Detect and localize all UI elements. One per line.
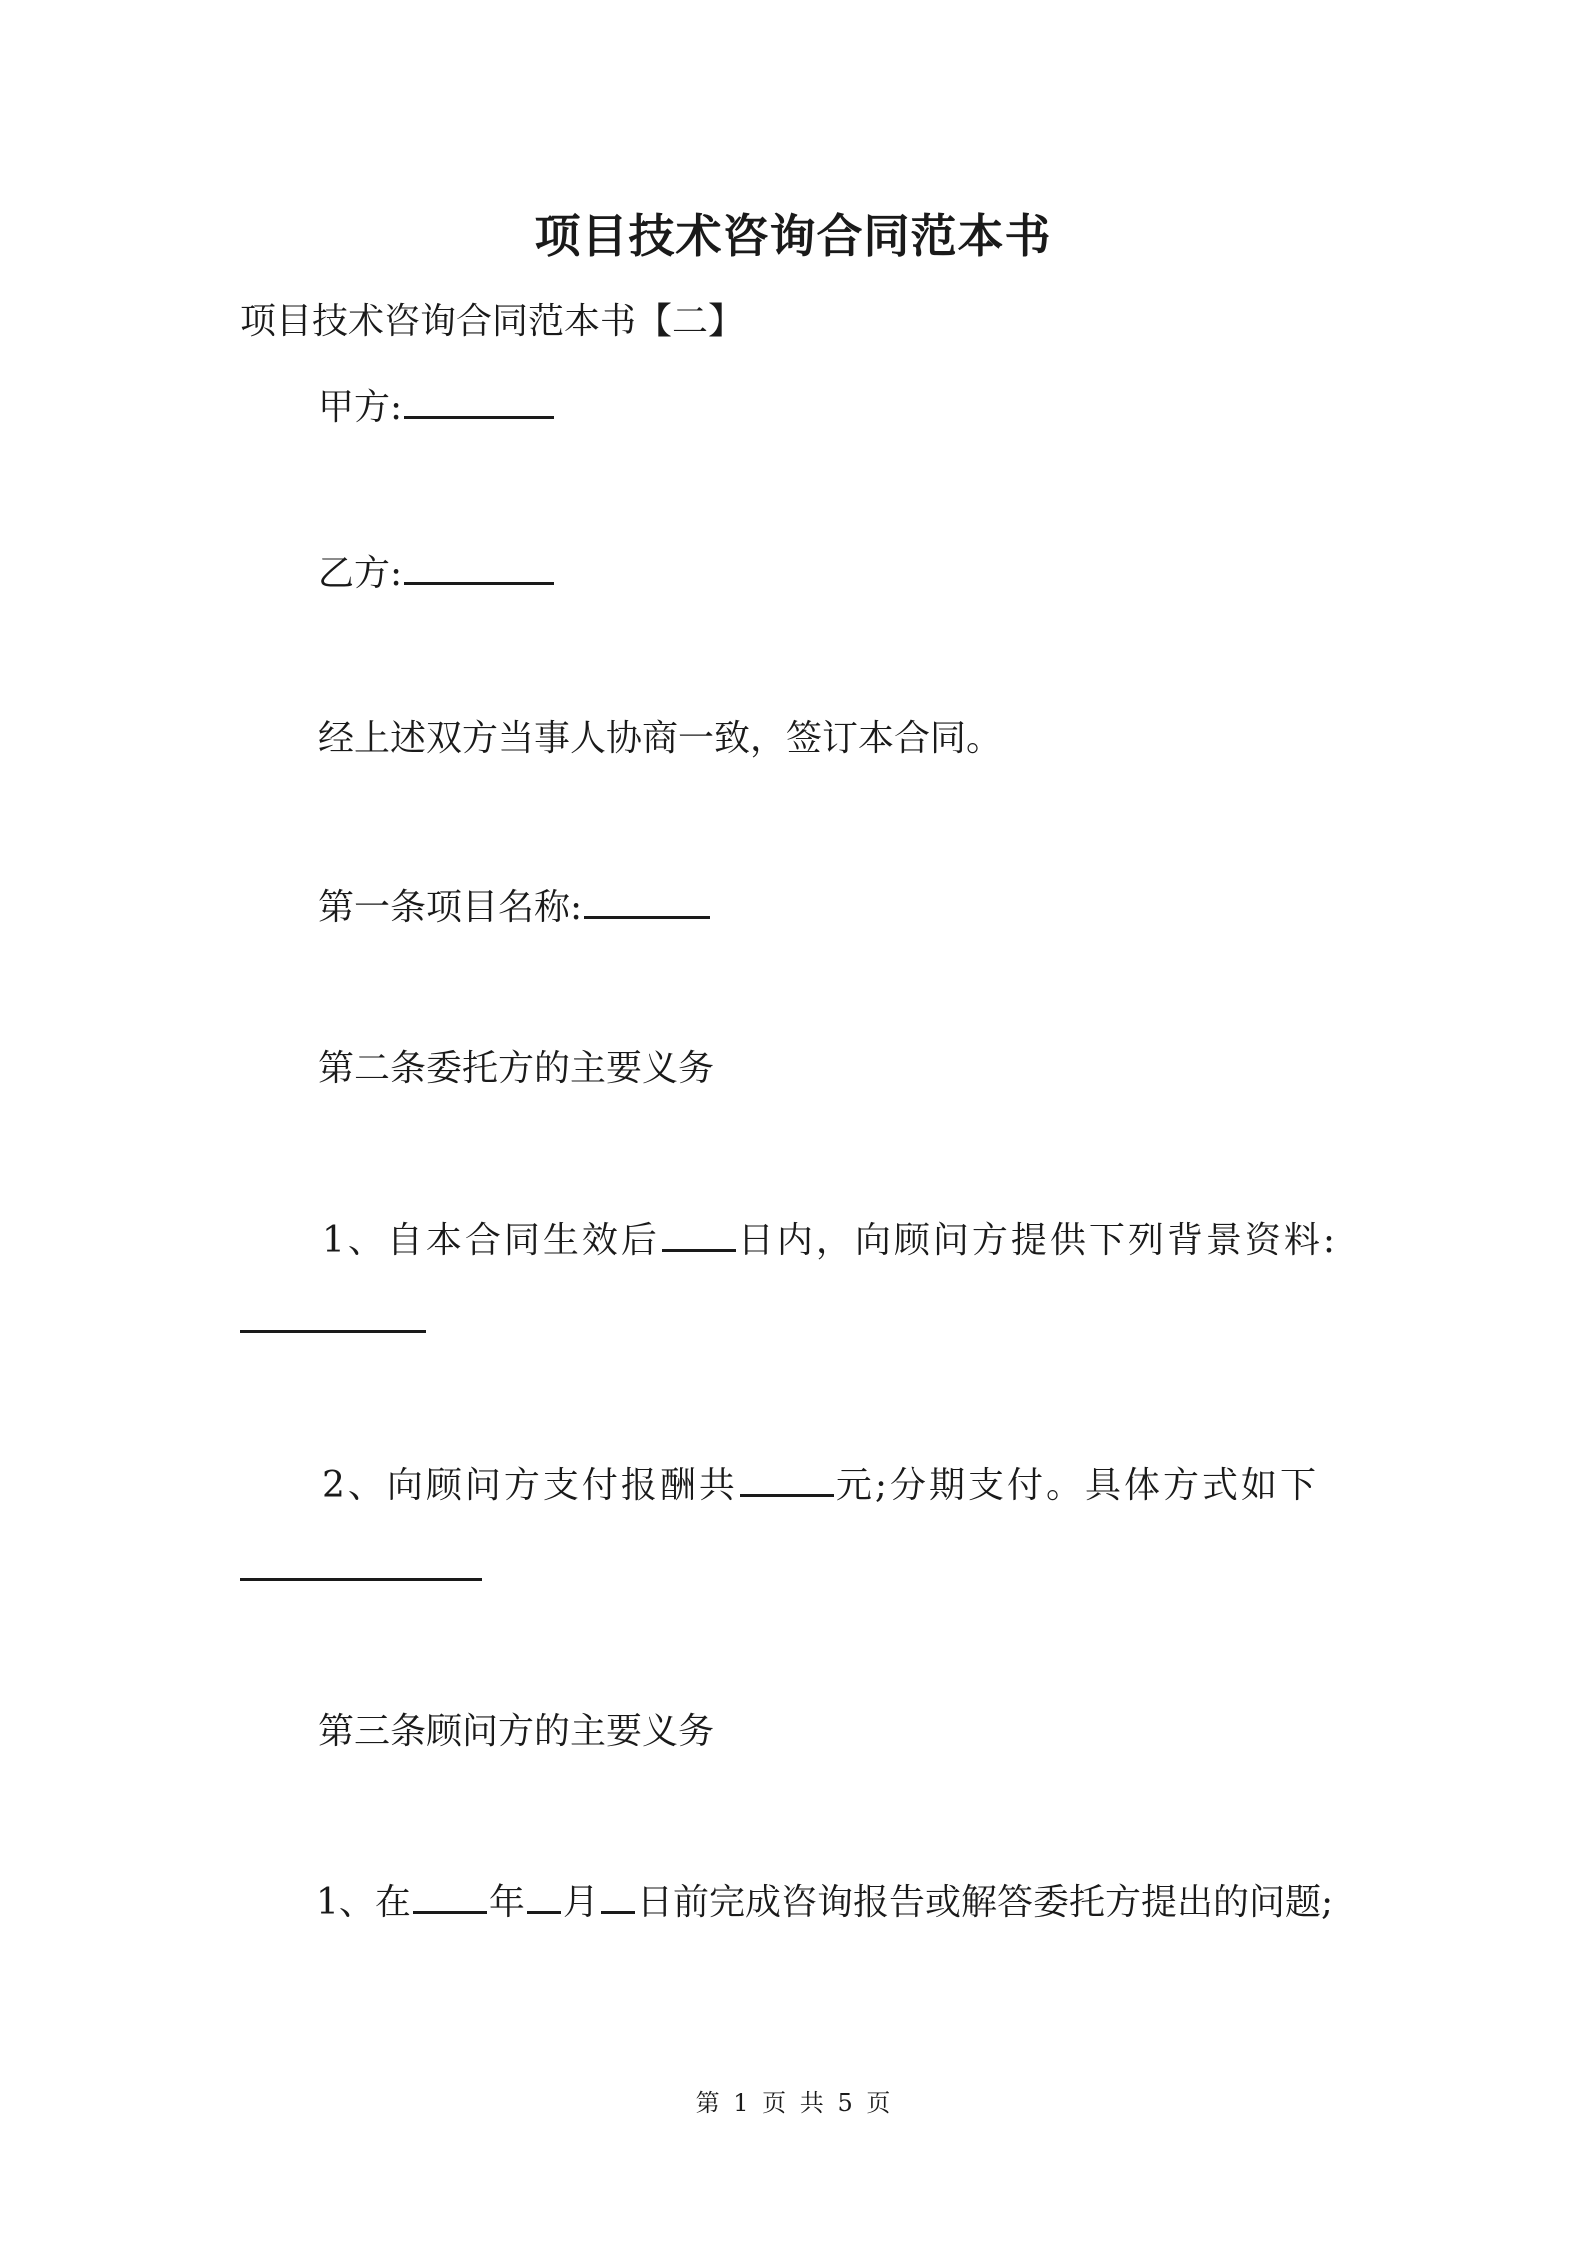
article2-item1-materials-blank bbox=[240, 1330, 426, 1333]
document-subtitle: 项目技术咨询合同范本书【二】 bbox=[240, 301, 745, 342]
party-b-blank bbox=[404, 548, 554, 585]
article1-line bbox=[318, 882, 712, 929]
party-b-line bbox=[318, 548, 556, 595]
article2-item1-days-blank bbox=[662, 1215, 736, 1252]
article2-item1-line bbox=[322, 1215, 1338, 1262]
article2-item1-middle: 日内，向顾问方提供下列背景资料: bbox=[737, 1220, 1339, 1262]
article3-item1-line bbox=[316, 1877, 1333, 1924]
article3-item1-year: 年 bbox=[488, 1882, 525, 1924]
article3-item1-suffix: 日前完成咨询报告或解答委托方提出的问题; bbox=[636, 1882, 1334, 1924]
article1-blank bbox=[584, 882, 710, 919]
page-number-footer: 第 1 页 共 5 页 bbox=[695, 2089, 891, 2117]
article3-item1-day-blank bbox=[601, 1877, 635, 1914]
article3-item1-month: 月 bbox=[562, 1882, 599, 1924]
article2-item2-amount-blank bbox=[740, 1460, 834, 1497]
document-title: 项目技术咨询合同范本书 bbox=[534, 209, 1052, 263]
party-a-blank bbox=[404, 382, 554, 419]
party-a-line bbox=[318, 382, 556, 429]
article3-item1-month-blank bbox=[527, 1877, 561, 1914]
article3-heading: 第三条顾问方的主要义务 bbox=[318, 1711, 715, 1752]
article3-item1-prefix: 1、在 bbox=[316, 1882, 411, 1924]
article2-heading: 第二条委托方的主要义务 bbox=[318, 1048, 715, 1089]
article1-label: 第一条项目名称: bbox=[318, 887, 583, 929]
article2-item2-line bbox=[322, 1460, 1319, 1507]
article2-item2-method-blank bbox=[240, 1578, 482, 1581]
article2-item2-prefix: 2、向顾问方支付报酬共 bbox=[322, 1465, 738, 1507]
party-a-label: 甲方: bbox=[318, 387, 403, 429]
article2-item1-prefix: 1、自本合同生效后 bbox=[322, 1220, 660, 1262]
preamble: 经上述双方当事人协商一致，签订本合同。 bbox=[318, 718, 1003, 759]
article3-item1-year-blank bbox=[413, 1877, 487, 1914]
article2-item2-middle: 元;分期支付。具体方式如下 bbox=[835, 1465, 1320, 1507]
party-b-label: 乙方: bbox=[318, 553, 403, 595]
